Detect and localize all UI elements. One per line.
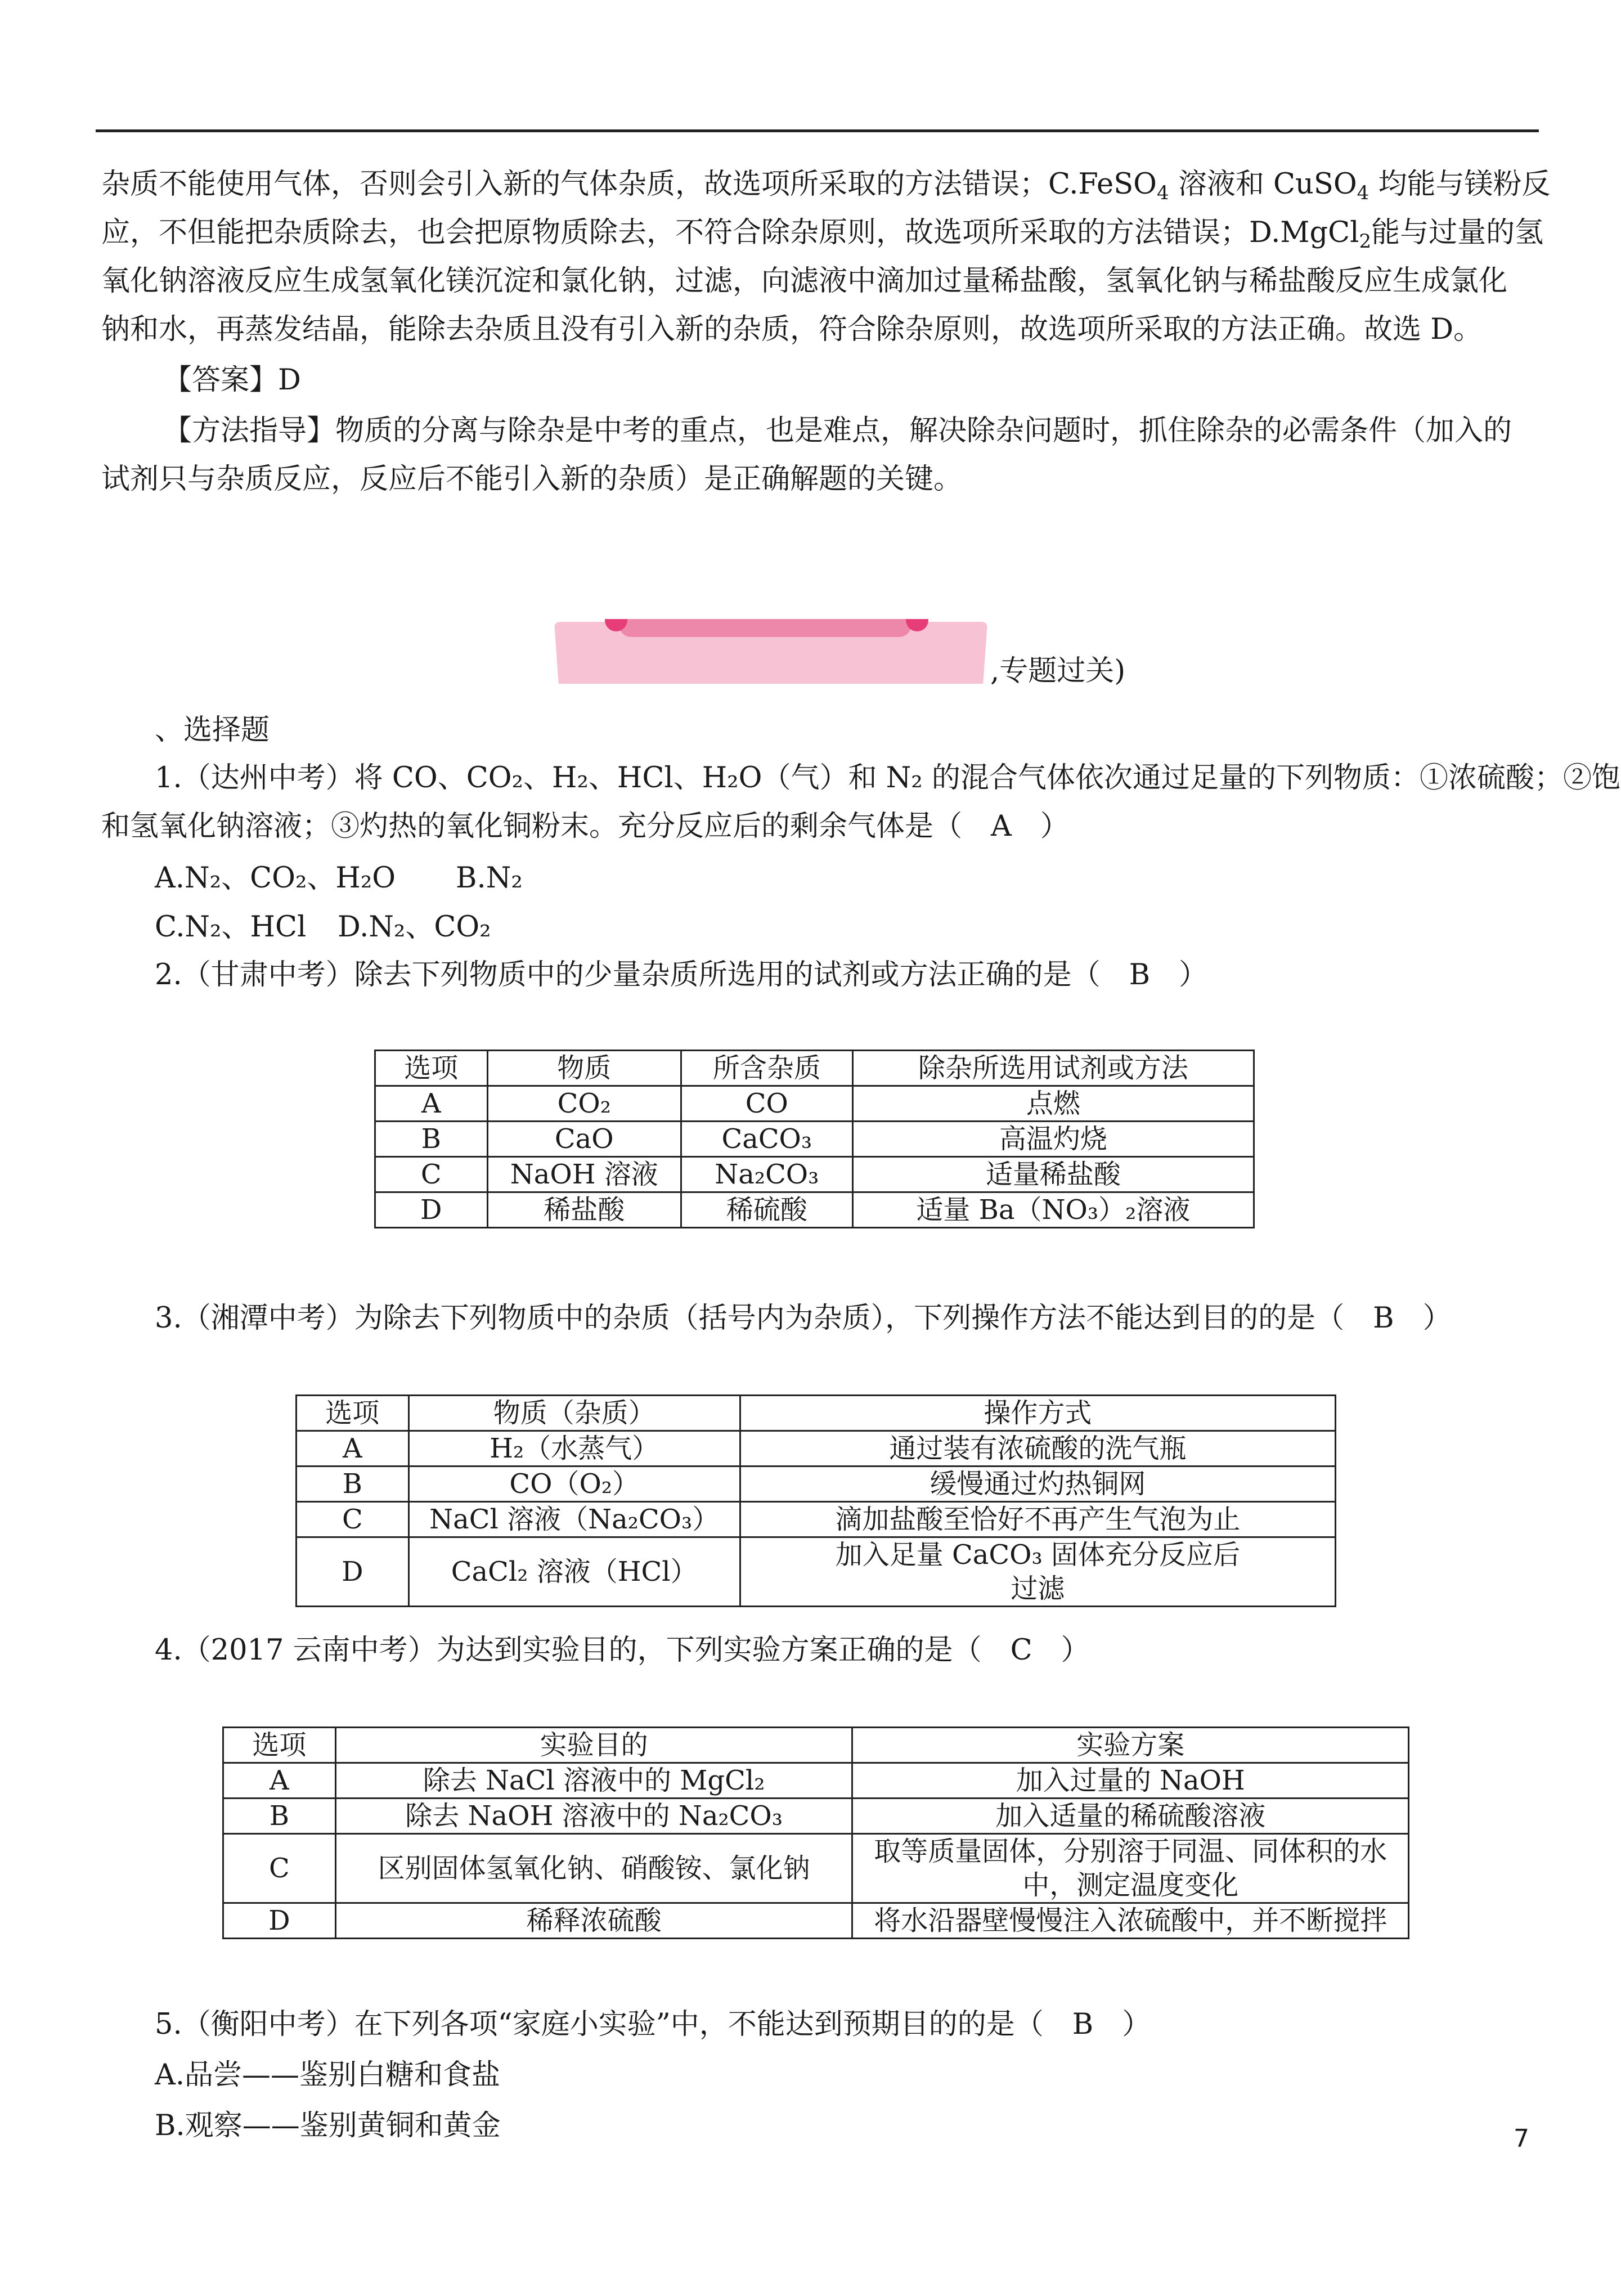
q4-cell: 加入过量的 NaOH [852,1763,1409,1799]
q3-cell: D [297,1537,409,1607]
q3-header-cell: 物质（杂质） [408,1396,740,1431]
q1-stem-line-1: 1.（达州中考）将 CO、CO₂、H₂、HCl、H₂O（气）和 N₂ 的混合气体依次通过足量的下列物质：①浓硫酸；②饱 [155,761,1620,795]
q1-option-b: B.N₂ [456,862,523,895]
q4-cell: 取等质量固体，分别溶于同温、同体积的水中，测定温度变化 [852,1834,1409,1903]
table-row [297,1431,1336,1467]
table-row [297,1537,1336,1607]
table-row [375,1122,1254,1157]
page-number: 7 [1514,2124,1529,2153]
q4-cell: 将水沿器壁慢慢注入浓硫酸中，并不断搅拌 [852,1903,1409,1939]
intro-line-2: 应，不但能把杂质除去，也会把原物质除去，不符合除杂原则，故选项所采取的方法错误；D.MgCl$_2$能与过量的氢 [101,216,1544,253]
q3-cell: C [297,1502,409,1537]
q2-cell: Na₂CO₃ [681,1157,852,1192]
q4-cell: 加入适量的稀硫酸溶液 [852,1799,1409,1834]
q2-cell: 稀盐酸 [487,1192,681,1228]
q4-table [222,1727,1409,1939]
q2-header-cell: 选项 [375,1051,488,1086]
table-row [375,1086,1254,1122]
table-row [297,1502,1336,1537]
q2-cell: C [375,1157,488,1192]
q4-header-cell: 选项 [223,1728,336,1763]
q2-cell: 点燃 [852,1086,1254,1122]
q2-table [374,1050,1255,1228]
q3-cell: A [297,1431,409,1467]
q4-cell: D [223,1903,336,1939]
q4-header-cell: 实验目的 [335,1728,852,1763]
q2-table-header [375,1051,1254,1086]
intro-line-1: 杂质不能使用气体，否则会引入新的气体杂质，故选项所采取的方法错误；C.FeSO$_4$ 溶液和 CuSO$_4$ 均能与镁粉反 [101,168,1551,204]
q2-cell: CO [681,1086,852,1122]
q4-cell: B [223,1799,336,1834]
q4-cell: 区别固体氢氧化钠、硝酸铵、氯化钠 [335,1834,852,1903]
table-row [375,1157,1254,1192]
q2-cell: A [375,1086,488,1122]
intro-line-3: 氧化钠溶液反应生成氢氧化镁沉淀和氯化钠，过滤，向滤液中滴加过量稀盐酸，氢氧化钠与稀盐酸反应生成氯化 [101,264,1508,298]
q3-table [295,1394,1336,1607]
q2-cell: CO₂ [487,1086,681,1122]
intro-line-4: 钠和水，再蒸发结晶，能除去杂质且没有引入新的杂质，符合除杂原则，故选项所采取的方法正确。故选 D。 [101,313,1483,346]
q2-cell: D [375,1192,488,1228]
q2-cell: NaOH 溶液 [487,1157,681,1192]
q2-cell: 适量稀盐酸 [852,1157,1254,1192]
q4-stem: 4.（2017 云南中考）为达到实验目的，下列实验方案正确的是（ C ） [155,1634,1090,1667]
q2-cell: 高温灼烧 [852,1122,1254,1157]
q1-option-c: C.N₂、HCl [155,911,307,944]
q3-table-header [297,1396,1336,1431]
q3-cell: H₂（水蒸气） [408,1431,740,1467]
table-row [223,1763,1409,1799]
q5-option-a: A.品尝——鉴别白糖和食盐 [155,2059,501,2092]
table-row [375,1192,1254,1228]
q4-cell: 稀释浓硫酸 [335,1903,852,1939]
q2-cell: 稀硫酸 [681,1192,852,1228]
q3-cell: 滴加盐酸至恰好不再产生气泡为止 [740,1502,1335,1537]
table-row [223,1903,1409,1939]
q4-cell: 除去 NaCl 溶液中的 MgCl₂ [335,1763,852,1799]
q2-cell: B [375,1122,488,1157]
answer-text: 【答案】D [163,364,301,397]
table-row [223,1834,1409,1903]
q4-table-header [223,1728,1409,1763]
q3-header-cell: 选项 [297,1396,409,1431]
q3-cell: CO（O₂） [408,1467,740,1502]
q5-stem: 5.（衡阳中考）在下列各项“家庭小实验”中，不能达到预期目的的是（ B ） [155,2008,1151,2041]
q2-cell: CaO [487,1122,681,1157]
q3-cell: 加入足量 CaCO₃ 固体充分反应后过滤 [740,1537,1335,1607]
method-line-1: 【方法指导】物质的分离与除杂是中考的重点，也是难点，解决除杂问题时，抓住除杂的必需条件（加入的 [163,414,1512,447]
q3-cell: CaCl₂ 溶液（HCl） [408,1537,740,1607]
q4-header-cell: 实验方案 [852,1728,1409,1763]
q3-cell: 缓慢通过灼热铜网 [740,1467,1335,1502]
q1-stem-line-2: 和氢氧化钠溶液；③灼热的氧化铜粉末。充分反应后的剩余气体是（ A ） [101,810,1069,843]
q4-cell: A [223,1763,336,1799]
q4-cell: 除去 NaOH 溶液中的 Na₂CO₃ [335,1799,852,1834]
q2-cell: 适量 Ba（NO₃）₂溶液 [852,1192,1254,1228]
section-subtitle: 、选择题 [155,714,270,747]
q2-header-cell: 物质 [487,1051,681,1086]
q4-cell: C [223,1834,336,1903]
q2-header-cell: 所含杂质 [681,1051,852,1086]
table-row [223,1799,1409,1834]
method-line-2: 试剂只与杂质反应，反应后不能引入新的杂质）是正确解题的关键。 [101,463,963,496]
header-rule [96,129,1539,132]
q2-stem: 2.（甘肃中考）除去下列物质中的少量杂质所选用的试剂或方法正确的是（ B ） [155,958,1208,992]
q1-option-d: D.N₂、CO₂ [338,911,491,944]
q3-cell: NaCl 溶液（Na₂CO₃） [408,1502,740,1537]
table-row [297,1467,1336,1502]
section-banner-tab [619,619,911,637]
q3-stem: 3.（湘潭中考）为除去下列物质中的杂质（括号内为杂质），下列操作方法不能达到目的的是（ B ） [155,1302,1452,1335]
section-title: ,专题过关) [990,654,1126,688]
q2-header-cell: 除杂所选用试剂或方法 [852,1051,1254,1086]
q1-option-a: A.N₂、CO₂、H₂O [155,862,396,895]
q3-cell: 通过装有浓硫酸的洗气瓶 [740,1431,1335,1467]
q3-header-cell: 操作方式 [740,1396,1335,1431]
q3-cell: B [297,1467,409,1502]
q2-cell: CaCO₃ [681,1122,852,1157]
q5-option-b: B.观察——鉴别黄铜和黄金 [155,2109,501,2142]
